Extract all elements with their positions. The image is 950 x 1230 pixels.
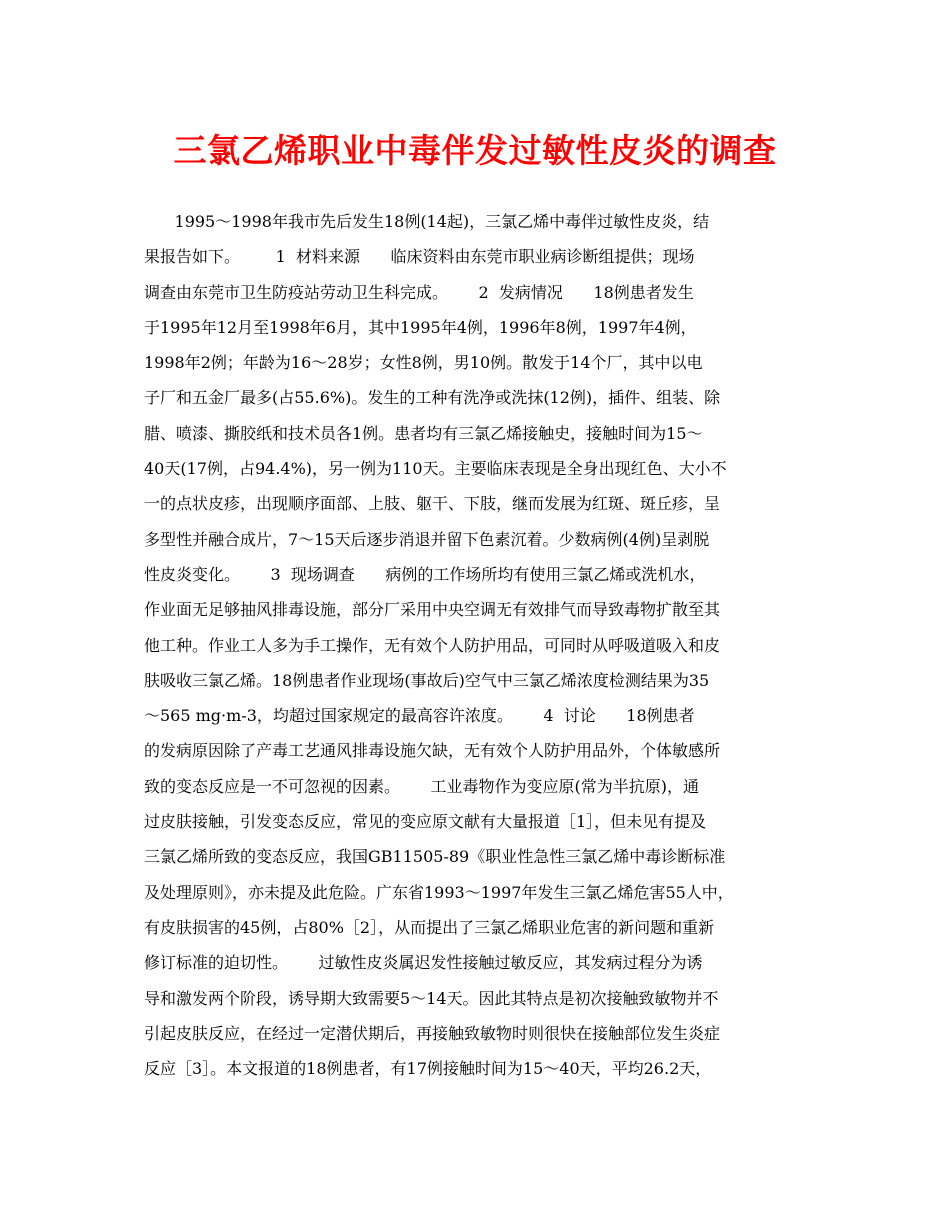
body-line: 有皮肤损害的45例，占80%［2］，从而提出了三氯乙烯职业危害的新问题和重新: [144, 917, 715, 937]
body-line: ～565 mg·m-3，均超过国家规定的最高容许浓度。 4 讨论 18例患者: [144, 706, 695, 726]
document-title: 三氯乙烯职业中毒伴发过敏性皮炎的调查: [173, 131, 777, 170]
body-line: 1998年2例；年龄为16～28岁；女性8例，男10例。散发于14个厂，其中以电: [144, 353, 703, 373]
body-line: 三氯乙烯所致的变态反应，我国GB11505-89《职业性急性三氯乙烯中毒诊断标准: [144, 847, 726, 867]
body-line: 引起皮肤反应，在经过一定潜伏期后，再接触致敏物时则很快在接触部位发生炎症: [144, 1023, 721, 1043]
body-line: 致的变态反应是一不可忽视的因素。 工业毒物作为变应原(常为半抗原)，通: [144, 776, 700, 796]
body-line: 于1995年12月至1998年6月，其中1995年4例，1996年8例，1997年4例，: [144, 317, 697, 337]
body-line: 作业面无足够抽风排毒设施，部分厂采用中央空调无有效排气而导致毒物扩散至其: [144, 600, 721, 620]
body-line: 调查由东莞市卫生防疫站劳动卫生科完成。 2 发病情况 18例患者发生: [144, 282, 694, 302]
body-line: 1995～1998年我市先后发生18例(14起)，三氯乙烯中毒伴过敏性皮炎，结: [144, 212, 710, 231]
body-line: 果报告如下。 1 材料来源 临床资料由东莞市职业病诊断组提供；现场: [144, 247, 695, 267]
body-line: 子厂和五金厂最多(占55.6%)。发生的工种有洗净或洗抹(12例)，插件、组装、除: [144, 388, 721, 408]
body-line: 的发病原因除了产毒工艺通风排毒设施欠缺，无有效个人防护用品外，个体敏感所: [144, 741, 721, 761]
body-line: 多型性并融合成片，7～15天后逐步消退并留下色素沉着。少数病例(4例)呈剥脱: [144, 529, 710, 549]
body-line: 他工种。作业工人多为手工操作，无有效个人防护用品，可同时从呼吸道吸入和皮: [144, 635, 721, 655]
document-body: [144, 204, 820, 1086]
body-line: 性皮炎变化。 3 现场调查 病例的工作场所均有使用三氯乙烯或洗机水，: [144, 564, 706, 584]
body-line: 腊、喷漆、撕胶纸和技术员各1例。患者均有三氯乙烯接触史，接触时间为15～: [144, 423, 703, 443]
body-line: 修订标准的迫切性。 过敏性皮炎属迟发性接触过敏反应，其发病过程分为诱: [144, 953, 703, 973]
body-line: 及处理原则》，亦未提及此危险。广东省1993～1997年发生三氯乙烯危害55人中，: [144, 882, 734, 902]
body-line: 40天(17例，占94.4%)，另一例为110天。主要临床表现是全身出现红色、大小不: [144, 459, 727, 479]
body-line: 导和激发两个阶段，诱导期大致需要5～14天。因此其特点是初次接触致敏物并不: [144, 988, 719, 1008]
body-line: 肤吸收三氯乙烯。18例患者作业现场(事故后)空气中三氯乙烯浓度检测结果为35: [144, 670, 710, 690]
body-line: 过皮肤接触，引发变态反应，常见的变应原文献有大量报道［1］，但未见有提及: [144, 812, 707, 832]
body-line: 一的点状皮疹，出现顺序面部、上肢、躯干、下肢，继而发展为红斑、斑丘疹，呈: [144, 494, 721, 514]
body-line: 反应［3］。本文报道的18例患者，有17例接触时间为15～40天，平均26.2天，: [144, 1059, 712, 1079]
